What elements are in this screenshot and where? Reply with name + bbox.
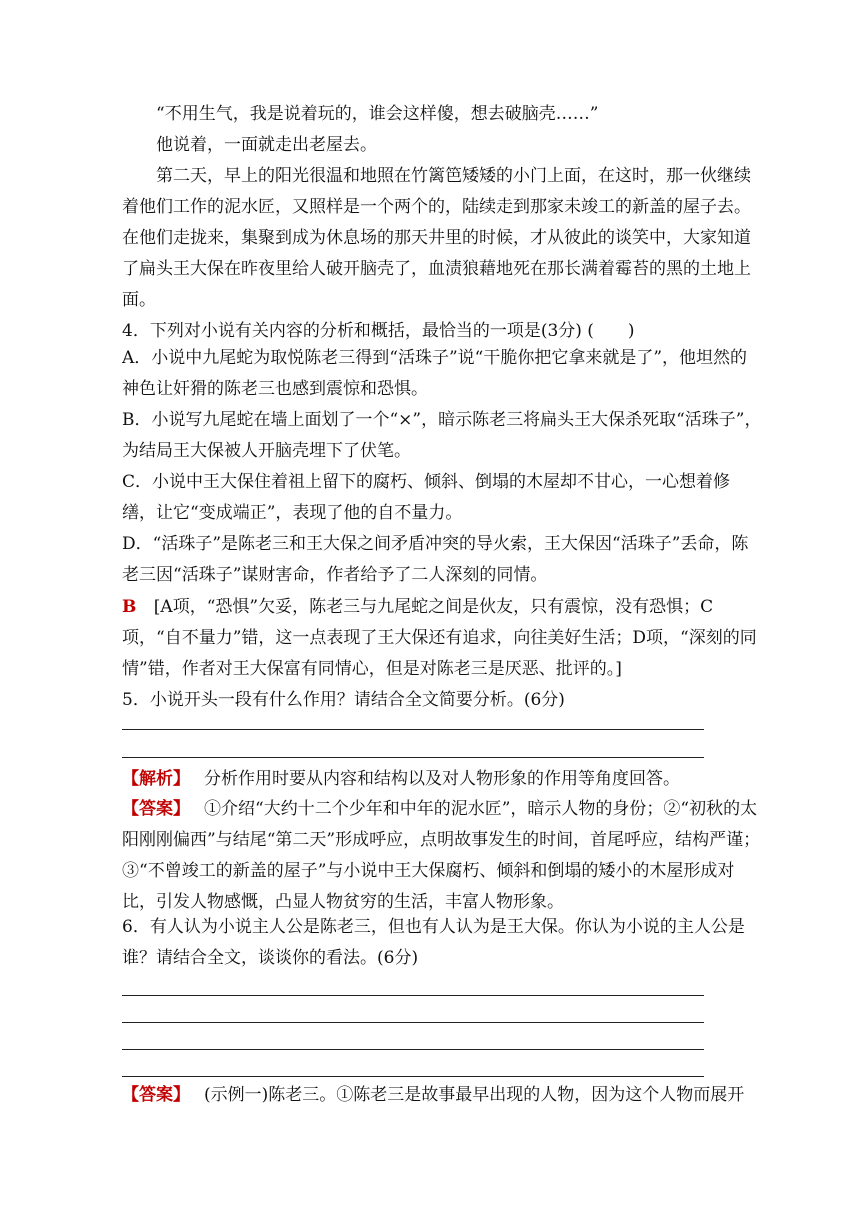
- question-4-option-a: A．小说中九尾蛇为取悦陈老三得到“活珠子”说“干脆你把它拿来就是了”，他坦然的神色让奸猾的陈老三也感到震惊和恐惧。: [122, 348, 748, 399]
- answer-tag: 【答案】: [122, 799, 190, 819]
- question-5-answer: [122, 794, 762, 918]
- question-4-option-c: C．小说中王大保住着祖上留下的腐朽、倾斜、倒塌的木屋却不甘心，一心想着修缮，让它“变成端正”，表现了他的自不量力。: [122, 472, 731, 523]
- story-paragraph-1: “不用生气，我是说着玩的，谁会这样傻，想去破脑壳……”: [156, 104, 599, 124]
- analysis-tag: 【解析】: [122, 769, 190, 789]
- question-6-answer: [122, 1080, 762, 1111]
- answer-text: (示例一)陈老三。①陈老三是故事最早出现的人物，因为这个人物而展开: [204, 1085, 745, 1105]
- answer-line: [122, 1076, 704, 1077]
- question-4-option-b: B．小说写九尾蛇在墙上面划了一个“×”，暗示陈老三将扁头王大保杀死取“活珠子”，为结局王大保被人开脑壳埋下了伏笔。: [122, 410, 762, 461]
- story-paragraph-3: 第二天，早上的阳光很温和地照在竹篱笆矮矮的小门上面，在这时，那一伙继续着他们工作的泥水匠，又照样是一个两个的，陆续走到那家未竣工的新盖的屋子去。在他们走拢来，集聚到成为休息场的那天井里的时候，才从彼此的谈笑中，大家知道了扁头王大保在昨夜里给人破开脑壳了，血渍狼藉地死在那长满着霉苔的黑的土地上面。: [122, 166, 751, 310]
- story-paragraph-2: 他说着，一面就走出老屋去。: [156, 135, 377, 155]
- question-4-option-d: D．“活珠子”是陈老三和王大保之间矛盾冲突的导火索，王大保因“活珠子”丢命，陈老三因“活珠子”谋财害命，作者给予了二人深刻的同情。: [122, 534, 749, 585]
- answer-text: ①介绍“大约十二个少年和中年的泥水匠”，暗示人物的身份；②“初秋的太阳刚刚偏西”与结尾“第二天”形成呼应，点明故事发生的时间，首尾呼应，结构严谨；③“不曾竣工的新盖的屋子”与小说中王大保腐朽、倾斜和倒塌的矮小的木屋形成对比，引发人物感慨，凸显人物贫穷的生活，丰富人物形象。: [122, 799, 761, 912]
- answer-line: [122, 1049, 704, 1050]
- answer-tag: 【答案】: [122, 1085, 190, 1105]
- question-4-answer: [122, 592, 762, 685]
- answer-letter: B: [122, 597, 137, 617]
- question-5-analysis: [122, 764, 762, 795]
- question-4-stem: 4．下列对小说有关内容的分析和概括，最恰当的一项是(3分) ( ): [122, 321, 635, 341]
- answer-line: [122, 729, 704, 730]
- analysis-text: 分析作用时要从内容和结构以及对人物形象的作用等角度回答。: [204, 769, 680, 789]
- answer-line: [122, 1022, 704, 1023]
- question-5-stem: 5．小说开头一段有什么作用？请结合全文简要分析。(6分): [122, 690, 565, 710]
- answer-line: [122, 757, 704, 758]
- answer-line: [122, 995, 704, 996]
- answer-explanation: [A项，“恐惧”欠妥，陈老三与九尾蛇之间是伙友，只有震惊，没有恐惧；C项，“自不量力”错，这一点表现了王大保还有追求，向往美好生活；D项，“深刻的同情”错，作者对王大保富有同情心，但是对陈老三是厌恶、批评的。]: [122, 597, 757, 679]
- question-6-stem: 6．有人认为小说主人公是陈老三，但也有人认为是王大保。你认为小说的主人公是谁？请结合全文，谈谈你的看法。(6分): [122, 917, 745, 968]
